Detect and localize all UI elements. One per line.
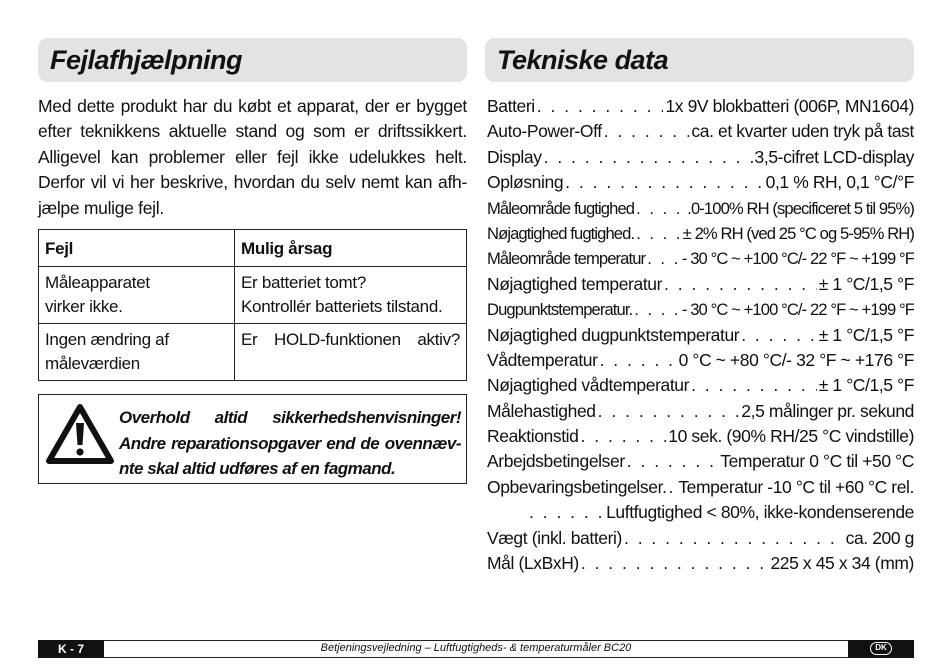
leader-dots	[598, 399, 740, 424]
spec-row	[487, 373, 914, 398]
spec-row	[487, 526, 914, 551]
spec-value: 3,5-cifret LCD-display	[754, 146, 914, 167]
fault-line: virker ikke.	[45, 297, 123, 316]
spec-value: ± 1 °C/1,5 °F	[818, 273, 914, 294]
warning-text	[119, 405, 461, 482]
table-row	[39, 267, 467, 324]
spec-value: - 30 °C ~ +100 °C/- 22 °F ~ +199 °F	[681, 249, 914, 269]
fault-line: måleværdien	[45, 354, 140, 373]
spec-label: Opbevaringsbetingelser.	[487, 476, 667, 497]
cause-cell	[235, 267, 467, 324]
spec-value: 0 °C ~ +80 °C/- 32 °F ~ +176 °F	[678, 349, 914, 370]
spec-value: 2,5 målinger pr. sekund	[741, 400, 914, 421]
spec-row	[487, 119, 914, 144]
fault-line: Ingen ændring af	[45, 330, 169, 349]
spec-row	[487, 94, 914, 119]
intro-line: efter teknikkens aktuelle stand og som er driftssikkert.	[38, 121, 467, 142]
page-number: K - 7	[38, 640, 104, 658]
leader-dots	[600, 348, 677, 373]
spec-label: Opløsning	[487, 172, 564, 193]
leader-dots	[634, 297, 680, 322]
spec-row	[487, 424, 914, 449]
spec-row	[487, 475, 914, 500]
leader-dots	[636, 196, 685, 221]
leader-dots	[664, 272, 817, 297]
leader-dots	[627, 449, 719, 474]
warning-line: nte skal altid udføres af en fagmand.	[119, 459, 396, 478]
spec-value: 0,1 % RH, 0,1 °C/°F	[765, 172, 914, 193]
warning-line: Andre reparationsopgaver end de ovennæv-	[119, 433, 461, 453]
spec-label: Auto-Power-Off	[487, 121, 602, 142]
leader-dots	[636, 221, 680, 246]
spec-row	[487, 323, 914, 348]
spec-value: Luftfugtighed < 80%, ikke-kondenserende	[606, 502, 914, 523]
footer-title: Betjeningsvejledning – Luftfugtigheds- & temperaturmåler BC20	[320, 642, 632, 654]
spec-row	[487, 399, 914, 424]
spec-value: .0-100% RH (specificeret 5 til 95%)	[687, 198, 914, 218]
leader-dots	[581, 424, 667, 449]
spec-label: Nøjagtighed fugtighed.	[487, 223, 635, 243]
cause-line: Er batteriet tomt?	[241, 273, 366, 292]
table-row	[39, 324, 467, 381]
spec-label: Nøjagtighed vådtemperatur	[487, 375, 690, 396]
spec-label: Vægt (inkl. batteri)	[487, 527, 622, 548]
spec-value: ± 1 °C/1,5 °F	[818, 324, 914, 345]
language-badge: DK	[870, 642, 892, 655]
spec-list	[487, 94, 914, 576]
spec-label: Reaktionstid	[487, 426, 579, 447]
spec-value: ca. et kvarter uden tryk på tast	[691, 121, 914, 142]
leader-dots	[647, 246, 680, 271]
leader-dots	[529, 500, 604, 525]
leader-dots	[537, 94, 664, 119]
fault-line: Måleapparatet	[45, 273, 150, 292]
spec-row	[487, 272, 914, 297]
spec-label: Batteri	[487, 96, 535, 116]
header-fault: Fejl	[39, 230, 235, 267]
spec-label: Nøjagtighed dugpunktstemperatur	[487, 324, 740, 345]
spec-row	[487, 170, 914, 195]
spec-label: Måleområde temperatur	[487, 249, 646, 269]
table-header-row	[39, 230, 467, 267]
warning-triangle-icon	[45, 403, 115, 465]
leader-dots	[581, 551, 769, 576]
spec-row	[487, 500, 914, 525]
spec-label: Dugpunktstemperatur.	[487, 300, 633, 320]
leader-dots	[624, 526, 844, 551]
spec-value: Temperatur -10 °C til +60 °C rel.	[678, 476, 914, 497]
spec-label: Arbejdsbetingelser	[487, 451, 625, 472]
fault-table	[38, 229, 467, 381]
spec-value: 10 sek. (90% RH/25 °C vindstille)	[668, 426, 914, 447]
leader-dots	[669, 475, 677, 500]
warning-box	[38, 394, 467, 484]
page-footer	[38, 640, 914, 658]
leader-dots	[604, 119, 690, 144]
spec-row	[487, 246, 914, 271]
fault-cell	[39, 324, 235, 381]
warning-line: Overhold altid sikkerhedshenvisninger!	[119, 408, 461, 427]
cause-line: Er HOLD-funktionen aktiv?	[241, 330, 460, 349]
cause-cell	[235, 324, 467, 381]
header-cause: Mulig årsag	[235, 230, 467, 267]
intro-paragraph	[38, 94, 467, 221]
spec-row	[487, 348, 914, 373]
spec-label: Nøjagtighed temperatur	[487, 273, 663, 294]
spec-row	[487, 551, 914, 576]
leader-dots	[691, 373, 817, 398]
intro-line: jælpe mulige fejl.	[38, 197, 164, 218]
intro-line: Alligevel kan problemer eller fejl ikke udelukkes helt.	[38, 146, 467, 167]
technical-data-heading: Tekniske data	[485, 38, 914, 82]
intro-line: Derfor vil vi her beskrive, hvordan du selv nemt kan afh-	[38, 172, 467, 193]
spec-label: Vådtemperatur	[487, 349, 598, 370]
fault-cell	[39, 267, 235, 324]
spec-value: - 30 °C ~ +100 °C/- 22 °F ~ +199 °F	[681, 300, 914, 320]
spec-label: Måleområde fugtighed	[487, 198, 635, 218]
spec-value: ± 1 °C/1,5 °F	[818, 375, 914, 396]
spec-row	[487, 449, 914, 474]
intro-line: Med dette produkt har du købt et apparat, der er bygget	[38, 96, 467, 116]
spec-row	[487, 297, 914, 322]
spec-value: 1x 9V blokbatteri (006P, MN1604)	[665, 96, 914, 116]
spec-row	[487, 221, 914, 246]
language-tab	[848, 640, 914, 658]
spec-value: 225 x 45 x 34 (mm)	[770, 553, 914, 574]
spec-label: Display	[487, 146, 542, 167]
leader-dots	[544, 145, 753, 170]
spec-row	[487, 145, 914, 170]
spec-value: ca. 200 g	[845, 527, 914, 548]
cause-line: Kontrollér batteriets tilstand.	[241, 297, 443, 316]
spec-value: Temperatur 0 °C til +50 °C	[720, 451, 914, 472]
spec-value: ± 2% RH (ved 25 °C og 5-95% RH)	[682, 223, 914, 243]
spec-label: Målehastighed	[487, 400, 596, 421]
spec-label: Mål (LxBxH)	[487, 553, 579, 574]
leader-dots	[741, 323, 817, 348]
troubleshooting-heading: Fejlafhjælpning	[38, 38, 467, 82]
leader-dots	[565, 170, 763, 195]
spec-row	[487, 196, 914, 221]
